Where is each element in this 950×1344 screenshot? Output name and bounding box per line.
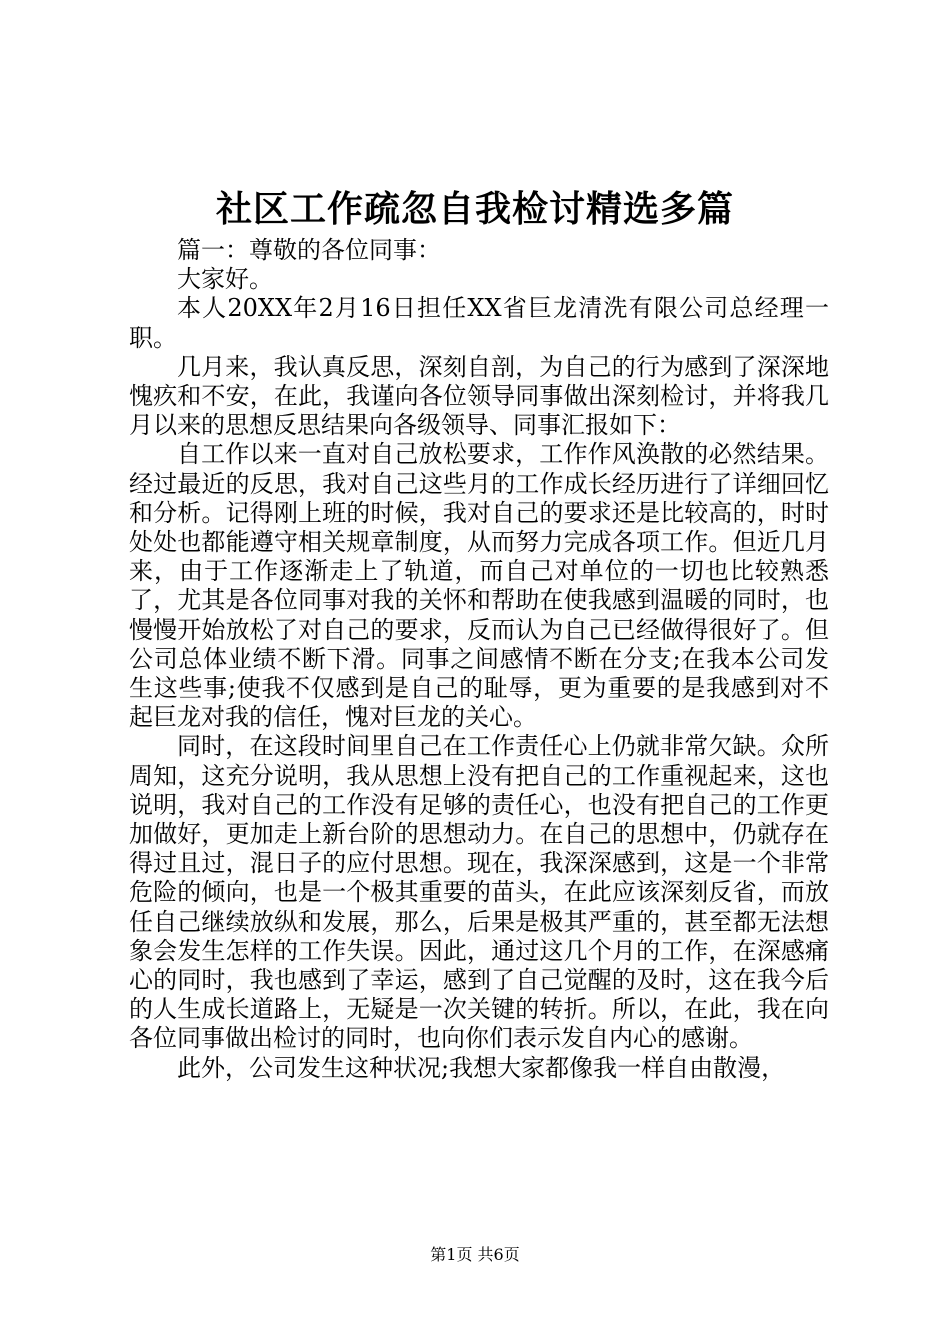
paragraph-greeting: 大家好。 [177, 265, 273, 294]
paragraph-salutation: 篇一：尊敬的各位同事： [177, 236, 441, 264]
paragraph-responsibility: 同时，在这段时间里自己在工作责任心上仍就非常欠缺。众所周知，这充分说明，我从思想上没有把自己的工作重视起来，这也说明，我对自己的工作没有足够的责任心，也没有把自己的工作更加做好，更加走上新台阶的思想动力。在自己的思想中，仍就存在得过且过，混日子的应付思想。现在，我深深感到，这是一个非常危险的倾向，也是一个极其重要的苗头，在此应该深刻反省，而放任自己继续放纵和发展，那么，后果是极其严重的，甚至都无法想象会发生怎样的工作失误。因此，通过这几个月的工作，在深感痛心的同时，我也感到了幸运，感到了自己觉醒的及时，这在我今后的人生成长道路上，无疑是一次关键的转折。所以，在此，我在向各位同事做出检讨的同时，也向你们表示发自内心的感谢。 [129, 732, 829, 1053]
document-title: 社区工作疏忽自我检讨精选多篇 [215, 188, 734, 230]
paragraph-position: 本人20XX年2月16日担任XX省巨龙清洗有限公司总经理一职。 [129, 294, 829, 352]
document-body [129, 236, 829, 1083]
paragraph-additional: 此外，公司发生这种状况;我想大家都像我一样自由散漫， [177, 1053, 786, 1082]
paragraph-reflection: 几月来，我认真反思，深刻自剖，为自己的行为感到了深深地愧疚和不安，在此，我谨向各位领导同事做出深刻检讨，并将我几月以来的思想反思结果向各级领导、同事汇报如下： [129, 352, 829, 440]
paragraph-self-discipline: 自工作以来一直对自己放松要求，工作作风涣散的必然结果。经过最近的反思，我对自己这些月的工作成长经历进行了详细回忆和分析。记得刚上班的时候，我对自己的要求还是比较高的，时时处处也都能遵守相关规章制度，从而努力完成各项工作。但近几月来，由于工作逐渐走上了轨道，而自己对单位的一切也比较熟悉了，尤其是各位同事对我的关怀和帮助在使我感到温暖的同时，也慢慢开始放松了对自己的要求，反而认为自己已经做得很好了。但公司总体业绩不断下滑。同事之间感情不断在分支;在我本公司发生这些事;使我不仅感到是自己的耻辱，更为重要的是我感到对不起巨龙对我的信任，愧对巨龙的关心。 [129, 440, 829, 732]
page-number-footer: 第1页 共6页 [430, 1245, 520, 1264]
